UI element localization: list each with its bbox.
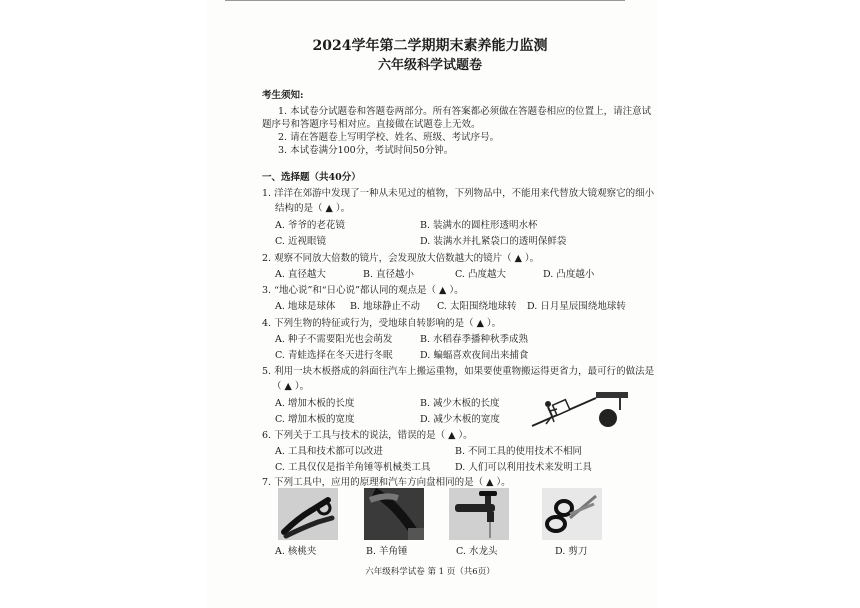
q3-option-b: B. 地球静止不动	[350, 301, 421, 312]
notice-item-1-cont: 题序号和答题序号相对应。直接做在试题卷上无效。	[262, 119, 481, 130]
q3-stem: 3. “地心说”和“日心说”都认同的观点是（ ▲ ）。	[262, 285, 464, 296]
q1-option-c: C. 近视眼镜	[275, 236, 326, 247]
notice-heading: 考生须知:	[262, 90, 304, 101]
q2-option-c: C. 凸度越大	[455, 269, 506, 280]
q4-option-c: C. 青蛙选择在冬天进行冬眠	[275, 350, 393, 361]
q5-option-c: C. 增加木板的宽度	[275, 414, 355, 425]
section-heading: 一、选择题（共40分）	[262, 172, 361, 183]
q1-option-d: D. 装满水并扎紧袋口的透明保鲜袋	[420, 236, 567, 247]
q2-option-d: D. 凸度越小	[543, 269, 595, 280]
q6-option-c: C. 工具仅仅是指羊角锤等机械类工具	[275, 462, 431, 473]
q4-option-d: D. 蝙蝠喜欢夜间出来捕食	[420, 350, 529, 361]
q3-option-d: D. 日月星辰围绕地球转	[527, 301, 626, 312]
q4-stem: 4. 下列生物的特征或行为，受地球自转影响的是（ ▲ ）。	[262, 318, 502, 329]
q4-option-a: A. 种子不需要阳光也会萌发	[275, 334, 393, 345]
q5-option-a: A. 增加木板的长度	[275, 398, 355, 409]
q2-stem: 2. 观察不同放大倍数的镜片，会发现放大倍数越大的镜片（ ▲ ）。	[262, 253, 540, 264]
q1-option-b: B. 装满水的圆柱形透明水杯	[420, 220, 538, 231]
truck-wheel	[599, 409, 617, 427]
page-footer: 六年级科学试卷 第 1 页（共6页）	[365, 567, 495, 577]
notice-item-3: 3. 本试卷满分100分，考试时间50分钟。	[278, 145, 454, 156]
q7-option-b: B. 羊角锤	[366, 546, 408, 557]
exam-subtitle: 六年级科学试题卷	[377, 58, 482, 73]
cargo-box	[553, 400, 570, 416]
claw-hammer-photo	[364, 488, 424, 540]
scissors-photo	[542, 488, 602, 540]
worker-head	[545, 401, 551, 407]
nutcracker-photo	[278, 488, 338, 540]
truck-bed	[596, 392, 628, 398]
q7-stem: 7. 下列工具中，应用的原理和汽车方向盘相同的是（ ▲ ）。	[262, 477, 511, 488]
q6-option-a: A. 工具和技术都可以改进	[275, 446, 383, 457]
q3-option-c: C. 太阳围绕地球转	[437, 301, 517, 312]
q5-stem: 5. 利用一块木板搭成的斜面往汽车上搬运重物，如果要使重物搬运得更省力，最可行的做法是	[262, 366, 655, 377]
q1-stem: 1. 洋洋在郊游中发现了一种从未见过的植物，下列物品中，不能用来代替放大镜观察它的细小	[262, 188, 655, 199]
q6-option-b: B. 不同工具的使用技术不相同	[455, 446, 583, 457]
q1-stem-cont: 结构的是（ ▲ ）。	[275, 203, 351, 214]
faucet-photo	[449, 488, 509, 540]
top-edge-line	[225, 0, 625, 1]
notice-item-1: 1. 本试卷分试题卷和答题卷两部分。所有答案都必须做在答题卷相应的位置上，请注意试	[278, 106, 652, 117]
q5-option-b: B. 减少木板的长度	[420, 398, 500, 409]
q1-option-a: A. 爷爷的老花镜	[275, 220, 345, 231]
exam-title: 2024学年第二学期期末素养能力监测	[312, 38, 548, 54]
q5-stem-cont: （ ▲ ）。	[272, 381, 310, 392]
q3-option-a: A. 地球是球体	[275, 301, 336, 312]
q4-option-b: B. 水稻春季播种秋季成熟	[420, 334, 529, 345]
q5-option-d: D. 减少木板的宽度	[420, 414, 500, 425]
ramp-illustration	[530, 380, 630, 430]
q7-option-d: D. 剪刀	[555, 546, 588, 557]
q2-option-b: B. 直径越小	[363, 269, 415, 280]
q6-option-d: D. 人们可以利用技术来发明工具	[455, 462, 592, 473]
q7-option-c: C. 水龙头	[456, 546, 498, 557]
q7-option-a: A. 核桃夹	[275, 546, 317, 557]
q6-stem: 6. 下列关于工具与技术的说法，错误的是（ ▲ ）。	[262, 430, 473, 441]
q2-option-a: A. 直径越大	[275, 269, 326, 280]
notice-item-2: 2. 请在答题卷上写明学校、姓名、班级、考试序号。	[278, 132, 500, 143]
